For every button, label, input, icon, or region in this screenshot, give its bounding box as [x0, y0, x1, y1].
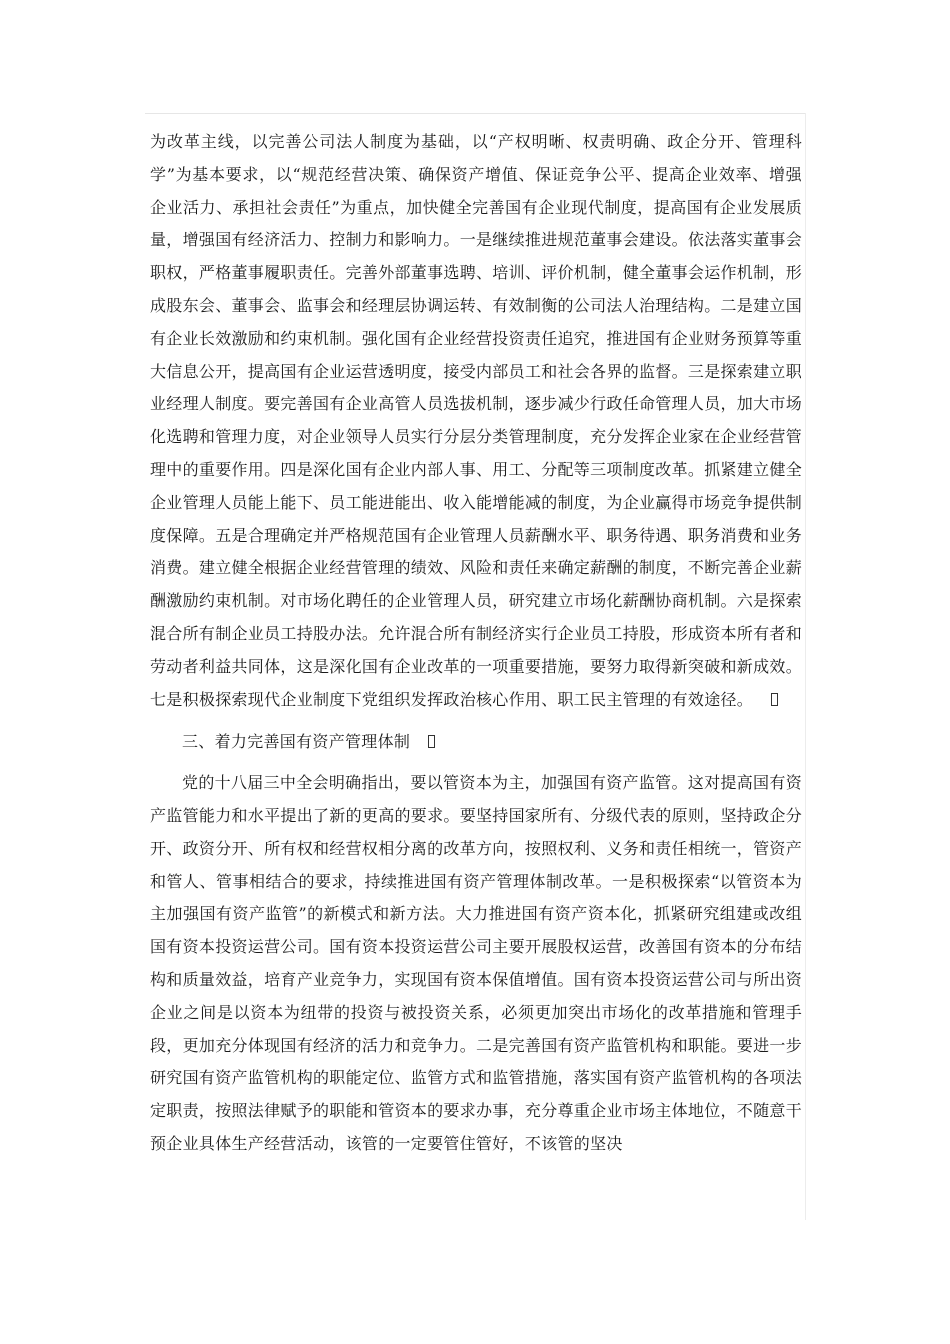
paragraph-1-text: 为改革主线，以完善公司法人制度为基础，以“产权明晰、权责明确、政企分开、管理科学”为基本要求，以“规范经营决策、确保资产增值、保证竞争公平、提高企业效率、增强企业活力、承担社会责任”为重点，加快健全完善国有企业现代制度，提高国有企业发展质量，增强国有经济活力、控制力和影响力。一是继续推进规范董事会建设。依法落实董事会职权，严格董事履职责任。完善外部董事选聘、培训、评价机制，健全董事会运作机制，形成股东会、董事会、监事会和经理层协调运转、有效制衡的公司法人治理结构。二是建立国有企业长效激励和约束机制。强化国有企业经营投资责任追究，推进国有企业财务预算等重大信息公开，提高国有企业运营透明度，接受内部员工和社会各界的监督。三是探索建立职业经理人制度。要完善国有企业高管人员选拔机制，逐步减少行政任命管理人员，加大市场化选聘和管理力度，对企业领导人员实行分层分类管理制度，充分发挥企业家在企业经营管理中的重要作用。四是深化国有企业内部人事、用工、分配等三项制度改革。抓紧建立健全企业管理人员能上能下、员工能进能出、收入能增能减的制度，为企业赢得市场竞争提供制度保障。五是合理确定并严格规范国有企业管理人员薪酬水平、职务待遇、职务消费和业务消费。建立健全根据企业经营管理的绩效、风险和责任来确定薪酬的制度，不断完善企业薪酬激励约束机制。对市场化聘任的企业管理人员，研究建立市场化薪酬协商机制。六是探索混合所有制企业员工持股办法。允许混合所有制经济实行企业员工持股，形成资本所有者和劳动者利益共同体，这是深化国有企业改革的一项重要措施，要努力取得新突破和新成效。七是积极探索现代企业制度下党组织发挥政治核心作用、职工民主管理的有效途径。	[150, 132, 803, 709]
missing-glyph-box-icon	[428, 735, 435, 748]
section-heading	[150, 726, 802, 759]
body-paragraph-continued	[150, 126, 802, 716]
section-heading-text: 三、着力完善国有资产管理体制	[182, 732, 411, 752]
paragraph-2-text: 党的十八届三中全会明确指出，要以管资本为主，加强国有资产监管。这对提高国有资产监管能力和水平提出了新的更高的要求。要坚持国家所有、分级代表的原则，坚持政企分开、政资分开、所有权和经营权相分离的改革方向，按照权利、义务和责任相统一，管资产和管人、管事相结合的要求，持续推进国有资产管理体制改革。一是积极探索“以管资本为主加强国有资产监管”的新模式和新方法。大力推进国有资产资本化，抓紧研究组建或改组国有资本投资运营公司。国有资本投资运营公司主要开展股权运营，改善国有资本的分布结构和质量效益，培育产业竞争力，实现国有资本保值增值。国有资本投资运营公司与所出资企业之间是以资本为纽带的投资与被投资关系，必须更加突出市场化的改革措施和管理手段，更加充分体现国有经济的活力和竞争力。二是完善国有资产监管机构和职能。要进一步研究国有资产监管机构的职能定位、监管方式和监管措施，落实国有资产监管机构的各项法定职责，按照法律赋予的职能和管资本的要求办事，充分尊重企业市场主体地位，不随意干预企业具体生产经营活动，该管的一定要管住管好，不该管的坚决	[150, 773, 803, 1153]
page-frame-right-border	[805, 113, 806, 1220]
missing-glyph-box-icon	[771, 693, 778, 706]
document-body	[150, 126, 802, 1161]
page-frame-top-border	[145, 113, 805, 114]
body-paragraph	[150, 767, 802, 1161]
